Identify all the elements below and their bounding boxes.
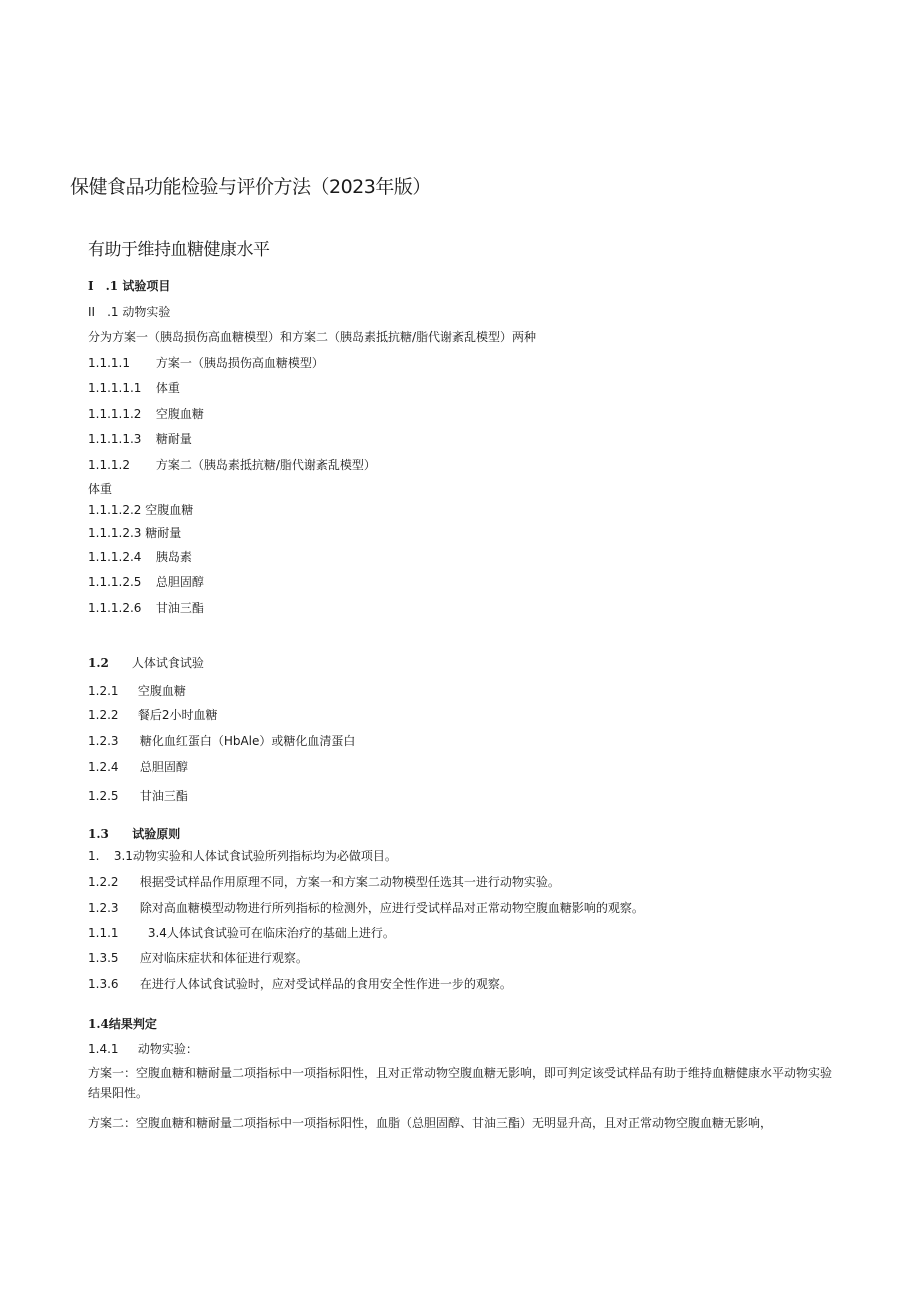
result-animal-line: [88, 1041, 198, 1057]
item-text: 体重: [155, 381, 180, 395]
item-number: 1.2.4: [88, 760, 119, 774]
item-number: 1.2.1: [88, 684, 119, 698]
item-number: 1.1.1.1: [88, 356, 130, 370]
item-text: 根据受试样品作用原理不同，方案一和方案二动物模型任选其一进行动物实验。: [139, 875, 560, 889]
heading-number: 1.2: [88, 656, 109, 670]
human-item: [88, 683, 186, 699]
heading-number: 1.3: [88, 827, 109, 841]
heading-test-items: [88, 278, 170, 294]
item-text: 糖耐量: [155, 432, 192, 446]
item-number: 1.2.3: [88, 901, 119, 915]
item-number: 1.1.1.2.5: [88, 575, 142, 589]
item-number: 1.3.5: [88, 951, 119, 965]
animal-experiment-line: [88, 304, 170, 320]
item-number: 1.1.1.1.2: [88, 407, 142, 421]
principle-item: [88, 925, 395, 941]
item-number: 1.2.2: [88, 875, 119, 889]
item-text: 3.1动物实验和人体试食试验所列指标均为必做项目。: [113, 849, 397, 863]
heading-text: 试验原则: [132, 827, 181, 841]
plan2-item-glucose-tolerance: 1.1.1.2.3 糖耐量: [88, 526, 182, 540]
plan1-item-weight: [88, 380, 180, 396]
principle-item: [88, 950, 308, 966]
heading-number: I .1: [88, 279, 119, 293]
item-number: 1.2.5: [88, 789, 119, 803]
plan1-line: [88, 355, 324, 371]
item-text: 除对高血糖模型动物进行所列指标的检测外，应进行受试样品对正常动物空腹血糖影响的观察。: [139, 901, 644, 915]
item-number: 1.1.1.1.1: [88, 381, 142, 395]
human-item: [88, 707, 217, 723]
heading-text: 人体试食试验: [131, 656, 204, 670]
plan1-item-glucose-tolerance: [88, 431, 192, 447]
item-text: 甘油三酯: [155, 601, 204, 615]
item-text: 空腹血糖: [155, 407, 204, 421]
item-number: 1.4.1: [88, 1042, 119, 1056]
item-text: 动物实验: [122, 305, 171, 319]
item-text: 动物实验：: [137, 1042, 198, 1056]
item-number: II .1: [88, 305, 119, 319]
plan2-item-triglyceride: [88, 600, 204, 616]
principle-item: [88, 900, 644, 916]
item-number: 1.: [88, 849, 100, 863]
plan2-line: [88, 457, 376, 473]
item-text: 在进行人体试食试验时，应对受试样品的食用安全性作进一步的观察。: [139, 977, 512, 991]
item-number: 1.1.1.2.4: [88, 550, 142, 564]
item-text: 方案二（胰岛素抵抗糖/脂代谢紊乱模型）: [155, 458, 376, 472]
item-number: 1.2.2: [88, 708, 119, 722]
item-text: 甘油三酯: [139, 789, 188, 803]
heading-human-trial: [88, 655, 204, 671]
principle-item: [88, 874, 560, 890]
item-text: 总胆固醇: [155, 575, 204, 589]
result-plan1-paragraph: 方案一：空腹血糖和糖耐量二项指标中一项指标阳性，且对正常动物空腹血糖无影响，即可判定该受试样品有助于维持血糖健康水平动物实验结果阳性。: [88, 1066, 833, 1100]
item-text: 胰岛素: [155, 550, 192, 564]
item-text: 空腹血糖: [137, 684, 186, 698]
plan2-item-weight: 体重: [88, 482, 113, 496]
plans-intro: 分为方案一（胰岛损伤高血糖模型）和方案二（胰岛素抵抗糖/脂代谢紊乱模型）两种: [88, 330, 537, 344]
principle-item: [88, 976, 512, 992]
human-item: [88, 733, 355, 749]
item-text: 糖化血红蛋白（HbAle）或糖化血清蛋白: [139, 734, 356, 748]
section-title: 有助于维持血糖健康水平: [88, 240, 270, 260]
heading-test-principles: [88, 826, 180, 842]
principle-item: [88, 848, 397, 864]
item-number: 1.3.6: [88, 977, 119, 991]
item-text: 应对临床症状和体征进行观察。: [139, 951, 308, 965]
item-number: 1.1.1.1.3: [88, 432, 142, 446]
plan1-item-fasting-glucose: [88, 406, 204, 422]
plan2-item-cholesterol: [88, 574, 204, 590]
item-text: 方案一（胰岛损伤高血糖模型）: [155, 356, 324, 370]
plan2-item-insulin: [88, 549, 192, 565]
heading-text: 试验项目: [122, 279, 171, 293]
heading-result-judgment: 1.4结果判定: [88, 1017, 157, 1031]
item-text: 3.4人体试食试验可在临床治疗的基础上进行。: [147, 926, 395, 940]
item-text: 总胆固醇: [139, 760, 188, 774]
item-number: 1.1.1.2.6: [88, 601, 142, 615]
plan2-item-fasting-glucose: 1.1.1.2.2 空腹血糖: [88, 503, 194, 517]
item-text: 餐后2小时血糖: [137, 708, 218, 722]
item-number: 1.1.1: [88, 926, 119, 940]
result-plan2-paragraph: 方案二：空腹血糖和糖耐量二项指标中一项指标阳性，血脂（总胆固醇、甘油三酯）无明显升高，且对正常动物空腹血糖无影响，: [88, 1116, 773, 1130]
human-item: [88, 788, 188, 804]
item-number: 1.2.3: [88, 734, 119, 748]
human-item: [88, 759, 188, 775]
doc-title: 保健食品功能检验与评价方法（2023年版）: [70, 176, 431, 198]
item-number: 1.1.1.2: [88, 458, 130, 472]
